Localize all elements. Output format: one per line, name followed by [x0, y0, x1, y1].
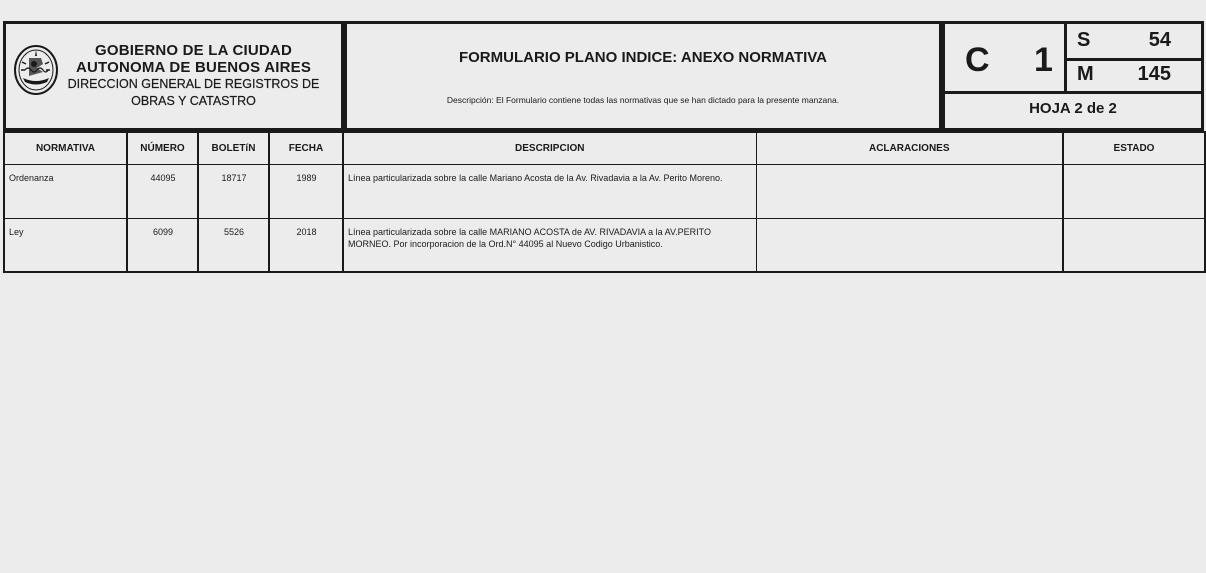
organization-name — [46, 42, 341, 110]
table-row — [4, 164, 1205, 218]
cell-estado — [1063, 218, 1205, 272]
form-title: FORMULARIO PLANO INDICE: ANEXO NORMATIVA — [458, 49, 828, 66]
table-header-row — [4, 132, 1205, 164]
column-header-aclaraciones: ACLARACIONES — [756, 132, 1063, 164]
cell-descripcion: Línea particularizada sobre la calle MARIANO ACOSTA de AV. RIVADAVIA a la AV.PERITO MORNEO. Por incorporacion de la Ord.N° 44095 al Nuevo Codigo Urbanistico. — [343, 218, 756, 272]
normativa-table — [3, 131, 1206, 273]
form-description: Descripción: El Formulario contiene todas las normativas que se han dictado para la presente manzana. — [446, 95, 840, 105]
manzana-value: 145 — [1137, 63, 1171, 85]
code-number: 1 — [1034, 41, 1053, 79]
cell-fecha: 1989 — [269, 164, 343, 218]
cell-boletin: 18717 — [198, 164, 269, 218]
section-manzana-box — [1067, 24, 1201, 94]
org-line-4: OBRAS Y CATASTRO — [131, 94, 256, 108]
cell-boletin: 5526 — [198, 218, 269, 272]
cell-aclaraciones — [756, 164, 1063, 218]
sheet-number: HOJA 2 de 2 — [1029, 100, 1117, 117]
cell-numero: 44095 — [127, 164, 198, 218]
column-header-normativa: NORMATIVA — [4, 132, 127, 164]
section-row — [1067, 24, 1201, 61]
org-line-1: GOBIERNO DE LA CIUDAD — [95, 42, 292, 59]
org-line-3: DIRECCION GENERAL DE REGISTROS DE — [67, 77, 320, 91]
column-header-numero: NÚMERO — [127, 132, 198, 164]
code-letter: C — [965, 41, 990, 79]
form-title-block — [344, 24, 942, 128]
cell-numero: 6099 — [127, 218, 198, 272]
district-code-box — [945, 24, 1067, 94]
org-line-2: AUTONOMA DE BUENOS AIRES — [75, 59, 312, 76]
cell-normativa: Ley — [4, 218, 127, 272]
section-label: S — [1077, 29, 1091, 51]
section-value: 54 — [1148, 29, 1171, 51]
sheet-code-block — [942, 24, 1201, 128]
column-header-fecha: FECHA — [269, 132, 343, 164]
cell-fecha: 2018 — [269, 218, 343, 272]
cell-aclaraciones — [756, 218, 1063, 272]
cell-estado — [1063, 164, 1205, 218]
cell-descripcion: Línea particularizada sobre la calle Mariano Acosta de la Av. Rivadavia a la Av. Perito Moreno. — [343, 164, 756, 218]
cell-normativa: Ordenanza — [4, 164, 127, 218]
column-header-estado: ESTADO — [1063, 132, 1205, 164]
form-header — [3, 21, 1204, 131]
organization-block — [6, 24, 344, 128]
table-row — [4, 218, 1205, 272]
manzana-row — [1067, 58, 1201, 91]
column-header-boletin: BOLETíN — [198, 132, 269, 164]
column-header-descripcion: DESCRIPCION — [343, 132, 756, 164]
manzana-label: M — [1077, 63, 1094, 85]
